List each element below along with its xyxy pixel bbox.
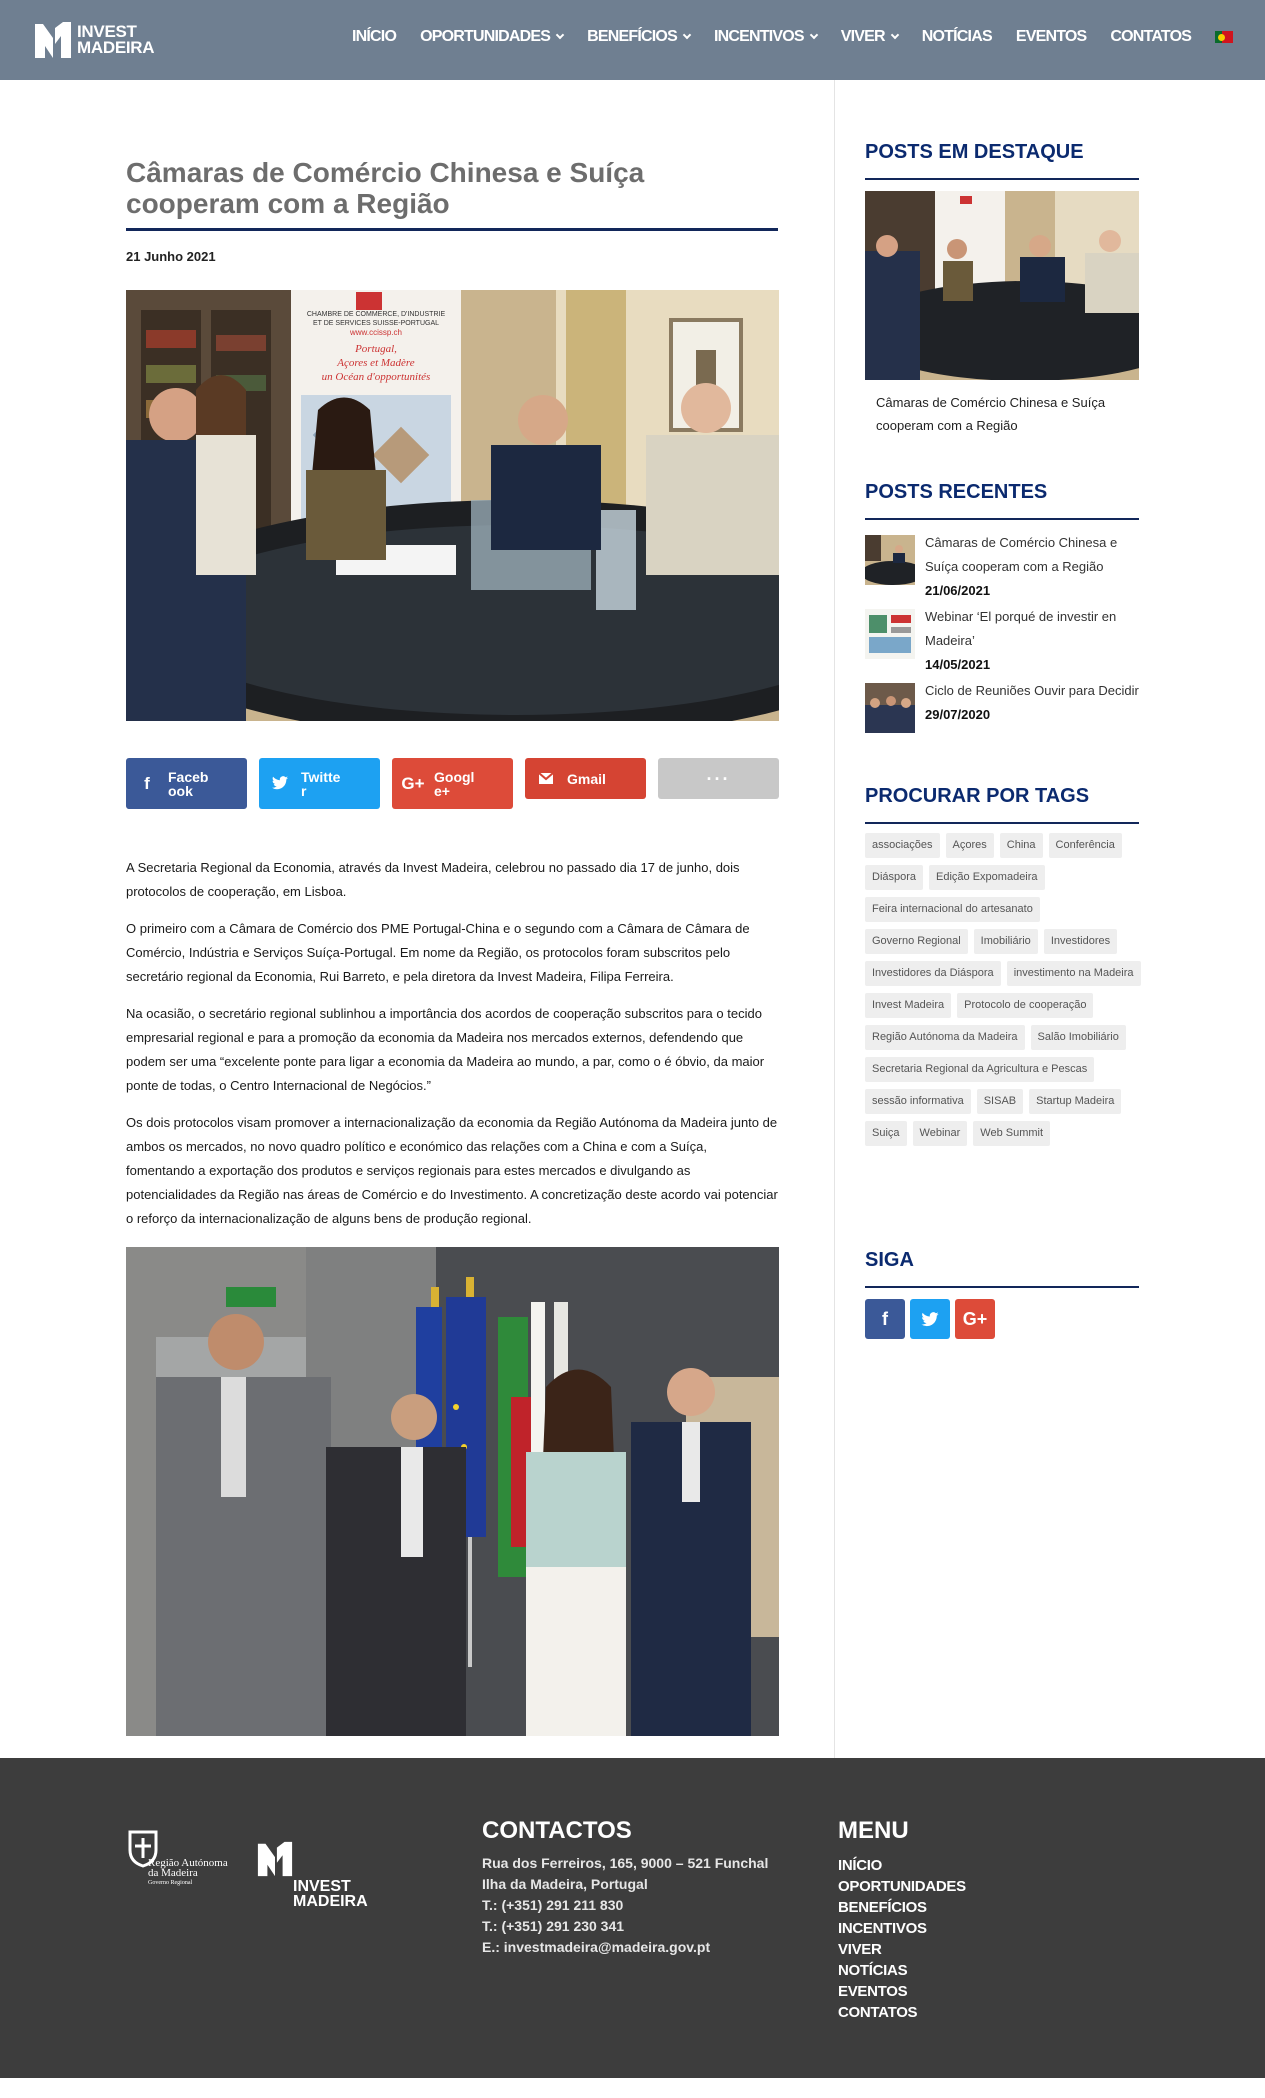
footer-menu-item[interactable]: BENEFÍCIOS — [838, 1899, 927, 1916]
banner-slogan-3: un Océan d'opportunités — [321, 371, 431, 383]
tag-link[interactable]: Conferência — [1049, 833, 1122, 858]
contact-email[interactable]: E.: investmadeira@madeira.gov.pt — [482, 1939, 711, 1955]
nav-label: CONTATOS — [1110, 28, 1192, 45]
tag-link[interactable]: Suiça — [865, 1121, 907, 1146]
sidebar-divider — [834, 80, 835, 1758]
nav-inicio[interactable] — [352, 28, 396, 46]
tag-link[interactable]: sessão informativa — [865, 1089, 971, 1114]
banner-slogan-1: Portugal, — [355, 343, 397, 355]
nav-noticias[interactable] — [922, 28, 992, 46]
footer-contacts — [482, 1853, 768, 1958]
recent-post-thumbnail[interactable] — [865, 609, 915, 659]
follow-heading-rule — [865, 1286, 1139, 1288]
google-plus-icon: G+ — [962, 1308, 988, 1329]
nav-viver[interactable] — [841, 28, 898, 46]
tag-link[interactable]: Região Autónoma da Madeira — [865, 1025, 1025, 1050]
article-body — [126, 856, 778, 1244]
nav-label: EVENTOS — [1015, 28, 1087, 45]
facebook-icon: f — [144, 773, 150, 793]
article-title: Câmaras de Comércio Chinesa e Suíça cooperam com a Região — [126, 157, 645, 219]
tag-link[interactable]: Protocolo de cooperação — [957, 993, 1093, 1018]
share-facebook-button[interactable] — [126, 758, 247, 809]
recent-post-item[interactable] — [865, 605, 1139, 677]
tag-link[interactable]: associações — [865, 833, 940, 858]
tag-link[interactable]: investimento na Madeira — [1007, 961, 1141, 986]
footer-menu-item[interactable]: VIVER — [838, 1941, 882, 1958]
twitter-icon — [921, 1312, 939, 1327]
contact-address: Rua dos Ferreiros, 165, 9000 – 521 Funchal — [482, 1855, 769, 1871]
recent-post-thumbnail[interactable] — [865, 683, 915, 733]
footer-menu-item[interactable]: CONTATOS — [838, 2004, 918, 2021]
tag-link[interactable]: Edição Expomadeira — [929, 865, 1045, 890]
footer-menu-item[interactable]: EVENTOS — [838, 1983, 908, 2000]
nav-label: BENEFÍCIOS — [587, 28, 677, 45]
chevron-down-icon — [810, 31, 818, 39]
recent-post-date: 29/07/2020 — [925, 707, 991, 722]
top-navigation-bar — [0, 0, 1265, 80]
tag-link[interactable]: Invest Madeira — [865, 993, 951, 1018]
contact-island: Ilha da Madeira, Portugal — [482, 1876, 648, 1892]
banner-text-line2: ET DE SERVICES SUISSE-PORTUGAL — [312, 320, 440, 327]
tag-cloud — [865, 833, 1150, 1153]
tag-link[interactable]: China — [1000, 833, 1043, 858]
invest-madeira-footer-logo[interactable] — [256, 1840, 376, 1910]
mail-icon — [525, 772, 567, 786]
featured-heading-rule — [865, 178, 1139, 180]
tag-link[interactable]: Webinar — [913, 1121, 968, 1146]
tag-link[interactable]: Investidores da Diáspora — [865, 961, 1001, 986]
tag-link[interactable]: Investidores — [1044, 929, 1117, 954]
title-divider — [126, 228, 778, 231]
share-facebook-label: Faceb ook — [168, 768, 209, 799]
article-paragraph: Na ocasião, o secretário regional sublinhou a importância dos acordos de cooperação subscritos para o tecido empresarial regional e para a promoção da economia da Madeira nos mercados externos, defendendo que podem ser uma “excelente ponte para ligar a economia da Madeira ao mundo, a par, como o é óbvio, da maior ponte de todas, o Centro Internacional de Negócios.” — [126, 1006, 765, 1093]
recent-post-title[interactable]: Câmaras de Comércio Chinesa e Suíça cooperam com a Região — [925, 535, 1118, 574]
post-date: 21 Junho 2021 — [126, 249, 216, 264]
follow-heading: SIGA — [865, 1249, 914, 1271]
tag-link[interactable]: Governo Regional — [865, 929, 968, 954]
nav-label: NOTÍCIAS — [921, 28, 992, 45]
banner-url: www.ccissp.ch — [349, 328, 403, 337]
contact-phone-2[interactable]: T.: (+351) 291 230 341 — [482, 1918, 625, 1934]
article-paragraph: Os dois protocolos visam promover a internacionalização da economia da Região Autónoma da Madeira junto de ambos os mercados, no novo quadro político e económico das relações com a China e com a Suíça, fomentando a exportação dos produtos e serviços regionais para estes mercados e divulgando as potencialidades da Região nas áreas de Comércio e do Investimento. A concretização deste acordo vai potenciar o reforço da internacionalização de alguns bens de produção regional. — [126, 1115, 778, 1226]
recent-post-date: 14/05/2021 — [925, 657, 991, 672]
regiao-autonoma-logo[interactable] — [126, 1828, 244, 1894]
portugal-flag-icon[interactable] — [1215, 31, 1233, 43]
logo-line-madeira: MADEIRA — [77, 38, 155, 57]
im-logo-line2: MADEIRA — [293, 1893, 368, 1910]
footer-contacts-heading: CONTACTOS — [482, 1817, 632, 1844]
recent-post-thumbnail[interactable] — [865, 535, 915, 585]
recent-heading-rule — [865, 518, 1139, 520]
tag-link[interactable]: Diáspora — [865, 865, 923, 890]
nav-contatos[interactable] — [1110, 28, 1191, 46]
contact-phone-1[interactable]: T.: (+351) 291 211 830 — [482, 1897, 624, 1913]
nav-label: INÍCIO — [352, 28, 397, 45]
follow-twitter-button[interactable] — [910, 1299, 950, 1339]
twitter-icon — [259, 776, 301, 792]
nav-label: VIVER — [840, 28, 885, 45]
chevron-down-icon — [683, 31, 691, 39]
chevron-down-icon — [556, 31, 564, 39]
featured-posts-heading: POSTS EM DESTAQUE — [865, 141, 1084, 163]
nav-oportunidades[interactable] — [420, 28, 563, 46]
featured-post-link[interactable]: Câmaras de Comércio Chinesa e Suíça cooperam com a Região — [876, 395, 1106, 433]
recent-post-date: 21/06/2021 — [925, 583, 991, 598]
tag-link[interactable]: Imobiliário — [974, 929, 1038, 954]
share-gmail-label: Gmail — [567, 770, 606, 787]
recent-post-item[interactable] — [865, 531, 1139, 603]
ra-logo-line2: da Madeira — [148, 1867, 198, 1879]
footer-menu-heading: MENU — [838, 1817, 909, 1844]
recent-posts-heading: POSTS RECENTES — [865, 481, 1048, 503]
logo-line-invest: INVEST — [77, 22, 137, 41]
google-plus-icon: G+ — [401, 773, 425, 793]
share-more-button[interactable] — [658, 758, 779, 799]
follow-google-plus-button[interactable] — [955, 1299, 995, 1339]
tag-link[interactable]: Secretaria Regional da Agricultura e Pescas — [865, 1057, 1094, 1082]
tag-link[interactable]: SISAB — [977, 1089, 1023, 1114]
article-photo-group — [126, 1247, 779, 1736]
banner-slogan-2: Açores et Madère — [337, 357, 415, 369]
share-twitter-label: Twitte r — [301, 768, 341, 799]
tag-link[interactable]: Feira internacional do artesanato — [865, 897, 1040, 922]
footer-menu-item[interactable]: OPORTUNIDADES — [838, 1878, 966, 1895]
follow-facebook-button[interactable] — [865, 1299, 905, 1339]
article-paragraph: A Secretaria Regional da Economia, através da Invest Madeira, celebrou no passado dia 17 de junho, dois protocolos de cooperação, em Lisboa. — [126, 860, 740, 899]
footer-bottom-strip — [0, 2078, 1265, 2098]
nav-label: INCENTIVOS — [713, 28, 804, 45]
im-logo-line1: INVEST — [293, 1878, 351, 1895]
article-photo-meeting — [126, 290, 779, 721]
invest-madeira-logo-icon — [256, 1840, 294, 1878]
share-gmail-button[interactable] — [525, 758, 646, 799]
recent-post-title[interactable]: Webinar ‘El porqué de investir en Madeira’ — [925, 609, 1117, 648]
invest-madeira-logo-icon — [33, 20, 73, 60]
share-twitter-button[interactable] — [259, 758, 380, 809]
nav-eventos[interactable] — [1016, 28, 1087, 46]
share-google-plus-label: Googl e+ — [434, 768, 475, 799]
chevron-down-icon — [891, 31, 899, 39]
nav-incentivos[interactable] — [714, 28, 817, 46]
nav-beneficios[interactable] — [587, 28, 690, 46]
recent-post-title[interactable]: Ciclo de Reuniões Ouvir para Decidir — [925, 683, 1139, 698]
facebook-icon: f — [882, 1308, 888, 1329]
share-google-plus-button[interactable] — [392, 758, 513, 809]
footer-menu-item[interactable]: INÍCIO — [838, 1857, 883, 1874]
nav-label: OPORTUNIDADES — [420, 28, 551, 45]
more-dots-icon: ··· — [706, 768, 731, 789]
tag-link[interactable]: Salão Imobiliário — [1031, 1025, 1126, 1050]
featured-post-image[interactable] — [865, 191, 1139, 380]
tags-heading-rule — [865, 822, 1139, 824]
main-nav — [352, 28, 1233, 46]
footer-menu-item[interactable]: INCENTIVOS — [838, 1920, 927, 1937]
tag-link[interactable]: Web Summit — [973, 1121, 1050, 1146]
tag-link[interactable]: Startup Madeira — [1029, 1089, 1121, 1114]
ra-logo-line3: Governo Regional — [148, 1880, 193, 1886]
ra-logo-line1: Região Autónoma — [148, 1857, 228, 1869]
recent-post-item[interactable] — [865, 679, 1139, 733]
banner-text-line1: CHAMBRE DE COMMERCE, D'INDUSTRIE — [306, 311, 446, 318]
footer-menu — [838, 1855, 966, 2023]
footer-menu-item[interactable]: NOTÍCIAS — [838, 1962, 908, 1979]
article-paragraph: O primeiro com a Câmara de Comércio dos PME Portugal-China e o segundo com a Câmara de Câmara de Comércio, Indústria e Serviços Suíça-Portugal. Em nome da Região, os protocolos foram subscritos pelo secretário regional da Economia, Rui Barreto, e pela diretora da Invest Madeira, Filipa Ferreira. — [126, 921, 750, 984]
tags-heading: PROCURAR POR TAGS — [865, 785, 1090, 807]
tag-link[interactable]: Açores — [946, 833, 994, 858]
invest-madeira-logo[interactable] — [33, 19, 168, 61]
